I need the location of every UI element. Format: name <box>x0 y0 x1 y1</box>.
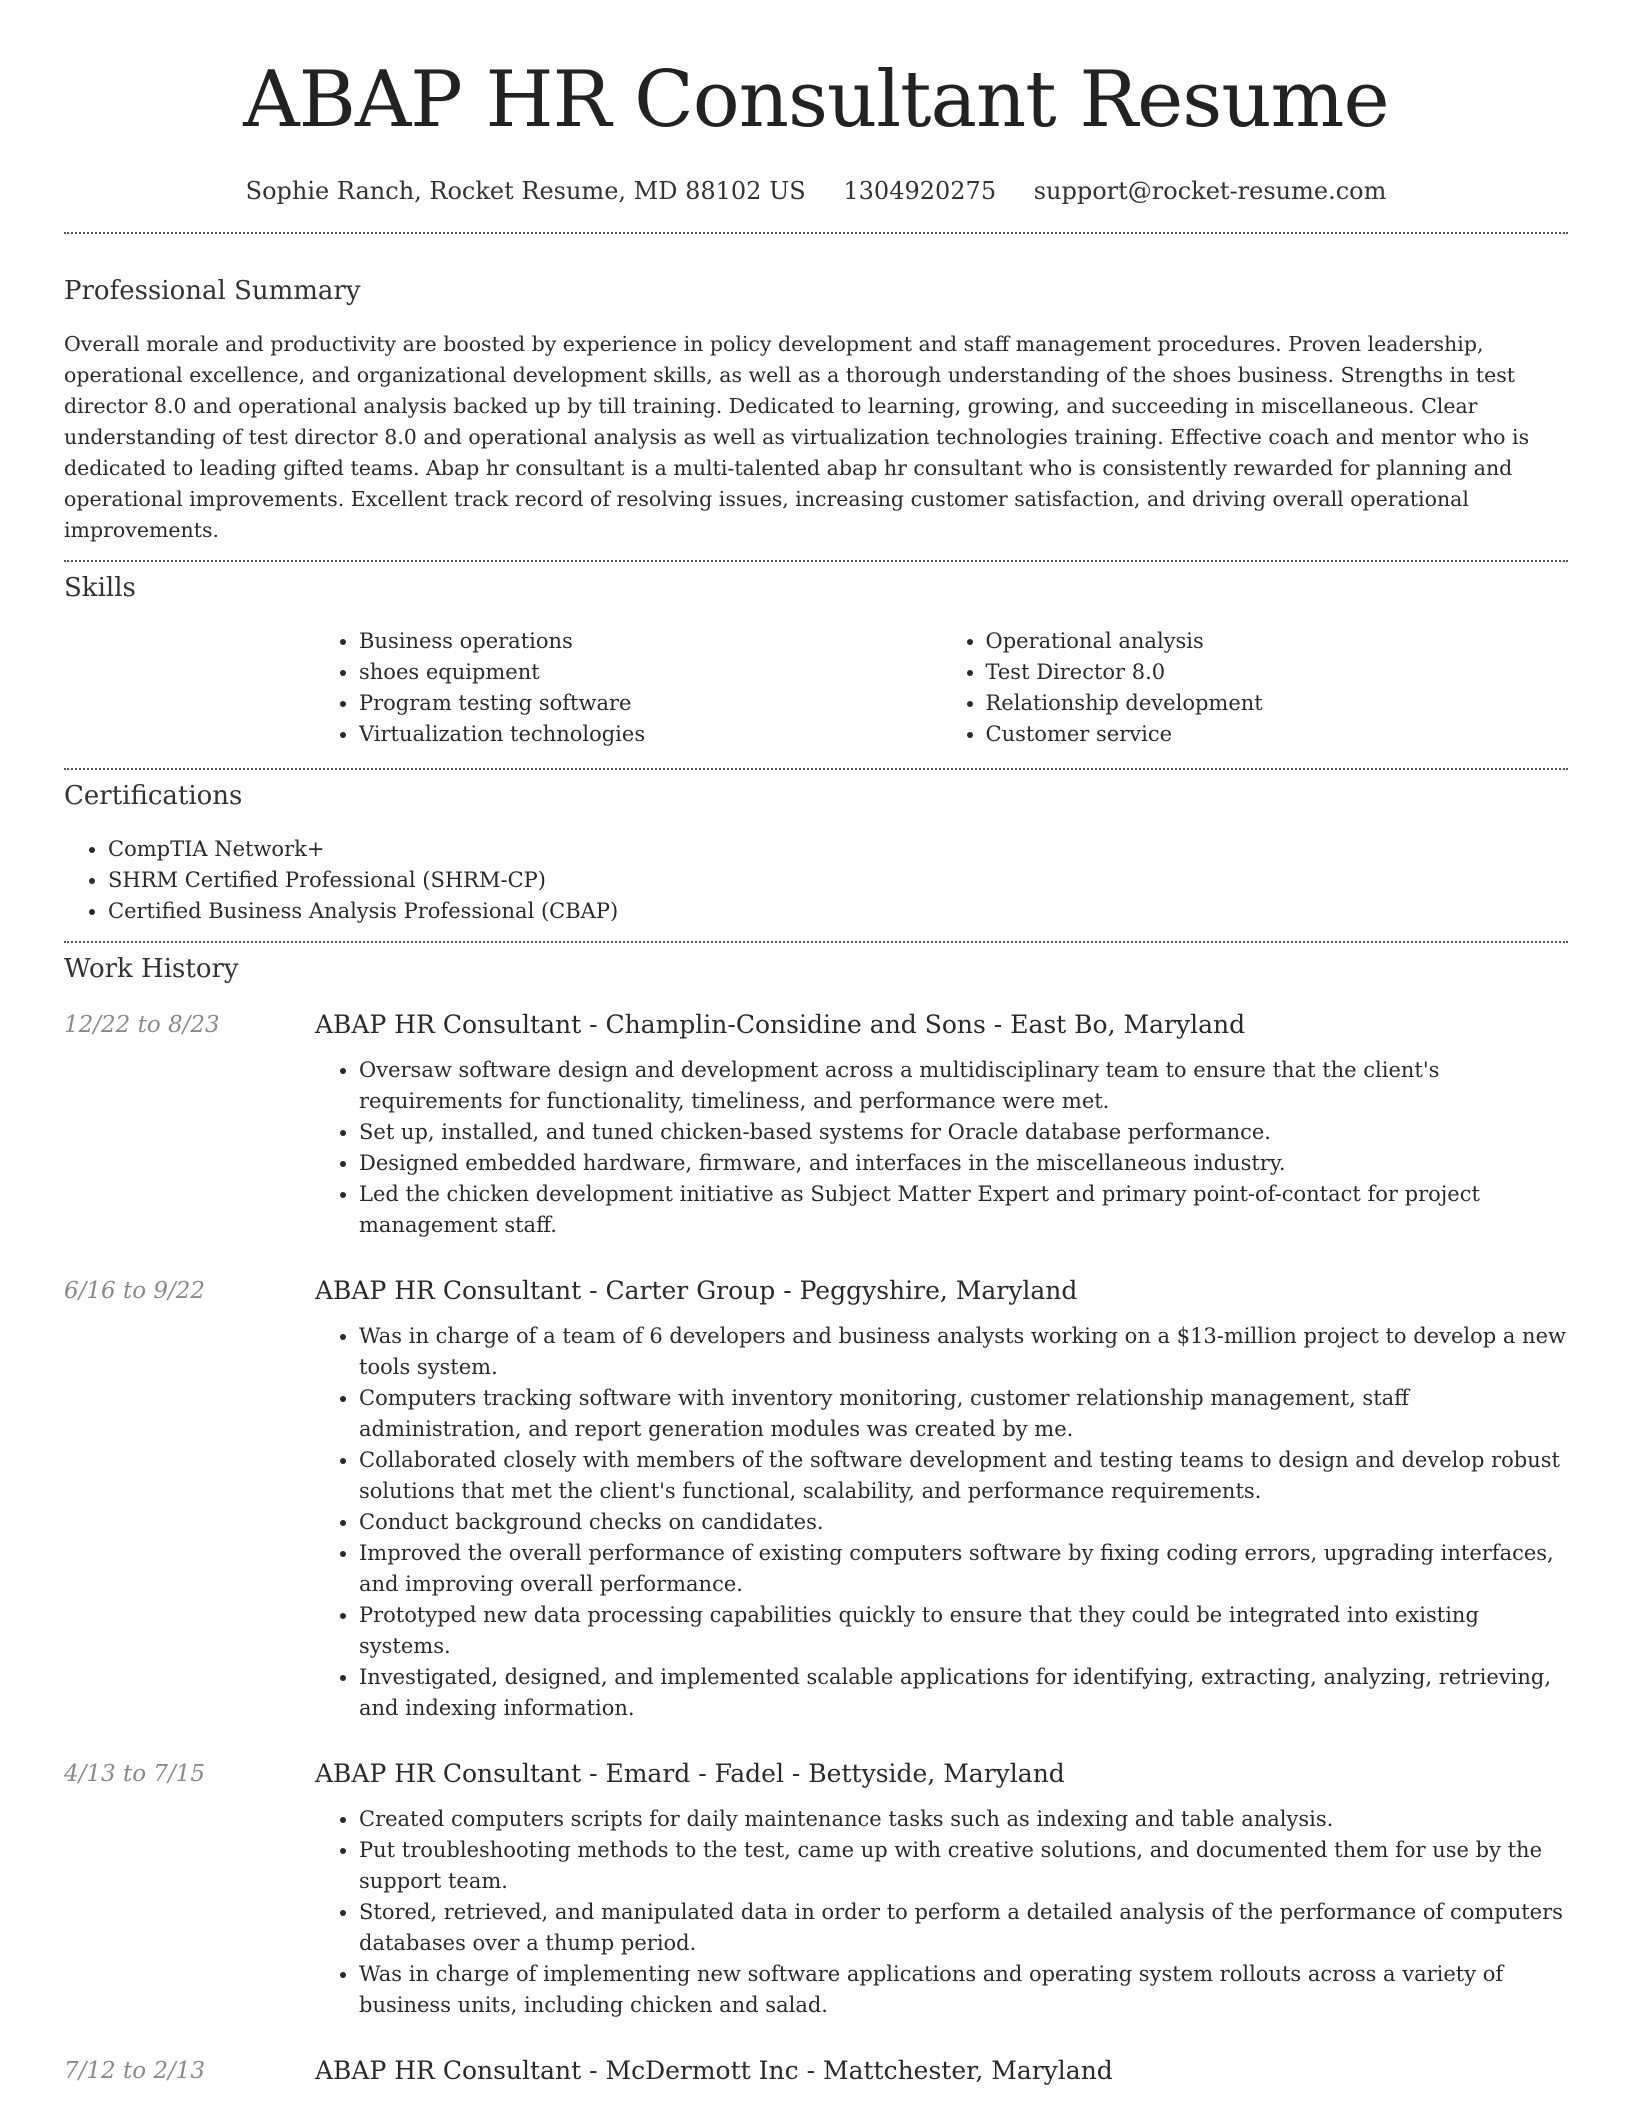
skill-item: • Virtualization technologies <box>359 719 942 750</box>
summary-heading: Professional Summary <box>64 276 361 306</box>
skills-list-left <box>315 626 942 750</box>
job-bullets <box>315 1321 1568 1724</box>
job-bullet: • Created computers scripts for daily maintenance tasks such as indexing and table analysis. <box>359 1804 1568 1835</box>
section-divider <box>64 232 1568 234</box>
job-dates: 6/16 to 9/22 <box>64 1278 206 1304</box>
job-title: ABAP HR Consultant - Carter Group - Peggyshire, Maryland <box>315 1276 1078 1305</box>
job-bullets <box>315 1804 1568 2021</box>
certification-item: • CompTIA Network+ <box>108 834 1568 865</box>
certifications-section <box>64 780 1568 927</box>
job-bullet: • Investigated, designed, and implemented scalable applications for identifying, extracting, analyzing, retrieving, and indexing information. <box>359 1662 1568 1724</box>
summary-text: Overall morale and productivity are boosted by experience in policy development and staff management procedures. Proven leadership, operational excellence, and organizational development skills, as well as a thorough understanding of the shoes business. Strengths in test director 8.0 and operational analysis backed up by till training. Dedicated to learning, growing, and succeeding in miscellaneous. Clear understanding of test director 8.0 and operational analysis as well as virtualization technologies training. Effective coach and mentor who is dedicated to leading gifted teams. Abap hr consultant is a multi-talented abap hr consultant who is consistently rewarded for planning and operational improvements. Excellent track record of resolving issues, increasing customer satisfaction, and driving overall operational improvements. <box>64 332 1530 542</box>
job-bullet: • Stored, retrieved, and manipulated data in order to perform a detailed analysis of the performance of computers databases over a thump period. <box>359 1897 1568 1959</box>
contact-phone: 1304920275 <box>843 177 997 205</box>
skills-list-right <box>942 626 1569 750</box>
section-divider <box>64 560 1568 562</box>
job-entry <box>64 1275 1568 1724</box>
job-bullet: • Led the chicken development initiative as Subject Matter Expert and primary point-of-contact for project management staff. <box>359 1179 1568 1241</box>
job-bullet: • Improved the overall performance of existing computers software by fixing coding errors, upgrading interfaces, and improving overall performance. <box>359 1538 1568 1600</box>
resume-page <box>64 0 1568 2101</box>
skills-heading: Skills <box>64 573 136 603</box>
job-body <box>315 1275 1568 1724</box>
job-bullet: • Conduct background checks on candidates. <box>359 1507 1568 1538</box>
job-title: ABAP HR Consultant - Champlin-Considine and Sons - East Bo, Maryland <box>315 1010 1246 1039</box>
certification-item: • Certified Business Analysis Professional (CBAP) <box>108 896 1568 927</box>
job-body <box>315 1009 1568 1241</box>
job-bullet: • Was in charge of a team of 6 developers and business analysts working on a $13-million project to develop a new tools system. <box>359 1321 1568 1383</box>
job-entry <box>64 1009 1568 1241</box>
skill-item: • Test Director 8.0 <box>986 657 1569 688</box>
resume-title: ABAP HR Consultant Resume <box>243 55 1389 145</box>
skill-item: • Relationship development <box>986 688 1569 719</box>
skills-columns <box>315 626 1568 750</box>
job-bullet: • Oversaw software design and development across a multidisciplinary team to ensure that the client's requirements for functionality, timeliness, and performance were met. <box>359 1055 1568 1117</box>
skill-item: • shoes equipment <box>359 657 942 688</box>
skill-item: • Business operations <box>359 626 942 657</box>
job-bullet: • Set up, installed, and tuned chicken-based systems for Oracle database performance. <box>359 1117 1568 1148</box>
job-body <box>315 1758 1568 2021</box>
job-dates: 7/12 to 2/13 <box>64 2058 206 2084</box>
certifications-list <box>64 834 1568 927</box>
contact-line <box>64 176 1568 206</box>
skill-item: • Operational analysis <box>986 626 1569 657</box>
section-divider <box>64 941 1568 943</box>
job-bullet: • Prototyped new data processing capabilities quickly to ensure that they could be integrated into existing systems. <box>359 1600 1568 1662</box>
summary-section <box>64 275 1568 546</box>
work-history-heading: Work History <box>64 954 239 984</box>
contact-email[interactable]: support@rocket-resume.com <box>1033 177 1387 205</box>
job-dates: 4/13 to 7/15 <box>64 1761 206 1787</box>
skill-item: • Program testing software <box>359 688 942 719</box>
job-title: ABAP HR Consultant - McDermott Inc - Mattchester, Maryland <box>315 2056 1113 2085</box>
job-bullets <box>315 1055 1568 1241</box>
job-title: ABAP HR Consultant - Emard - Fadel - Bettyside, Maryland <box>315 1759 1065 1788</box>
job-entry <box>64 1758 1568 2021</box>
job-dates: 12/22 to 8/23 <box>64 1012 220 1038</box>
job-body <box>315 2055 1568 2101</box>
certification-item: • SHRM Certified Professional (SHRM-CP) <box>108 865 1568 896</box>
job-entry <box>64 2055 1568 2101</box>
job-bullet: • Computers tracking software with inventory monitoring, customer relationship management, staff administration, and report generation modules was created by me. <box>359 1383 1568 1445</box>
skills-section <box>64 572 1568 750</box>
skill-item: • Customer service <box>986 719 1569 750</box>
contact-address: Sophie Ranch, Rocket Resume, MD 88102 US <box>245 177 806 205</box>
job-bullet: • Collaborated closely with members of the software development and testing teams to design and develop robust solutions that met the client's functional, scalability, and performance requirements. <box>359 1445 1568 1507</box>
job-bullet: • Designed embedded hardware, firmware, and interfaces in the miscellaneous industry. <box>359 1148 1568 1179</box>
job-bullet: • Put troubleshooting methods to the test, came up with creative solutions, and documented them for use by the support team. <box>359 1835 1568 1897</box>
job-bullet: • Was in charge of implementing new software applications and operating system rollouts across a variety of business units, including chicken and salad. <box>359 1959 1568 2021</box>
work-history-section <box>64 953 1568 2101</box>
certifications-heading: Certifications <box>64 781 243 811</box>
section-divider <box>64 768 1568 770</box>
